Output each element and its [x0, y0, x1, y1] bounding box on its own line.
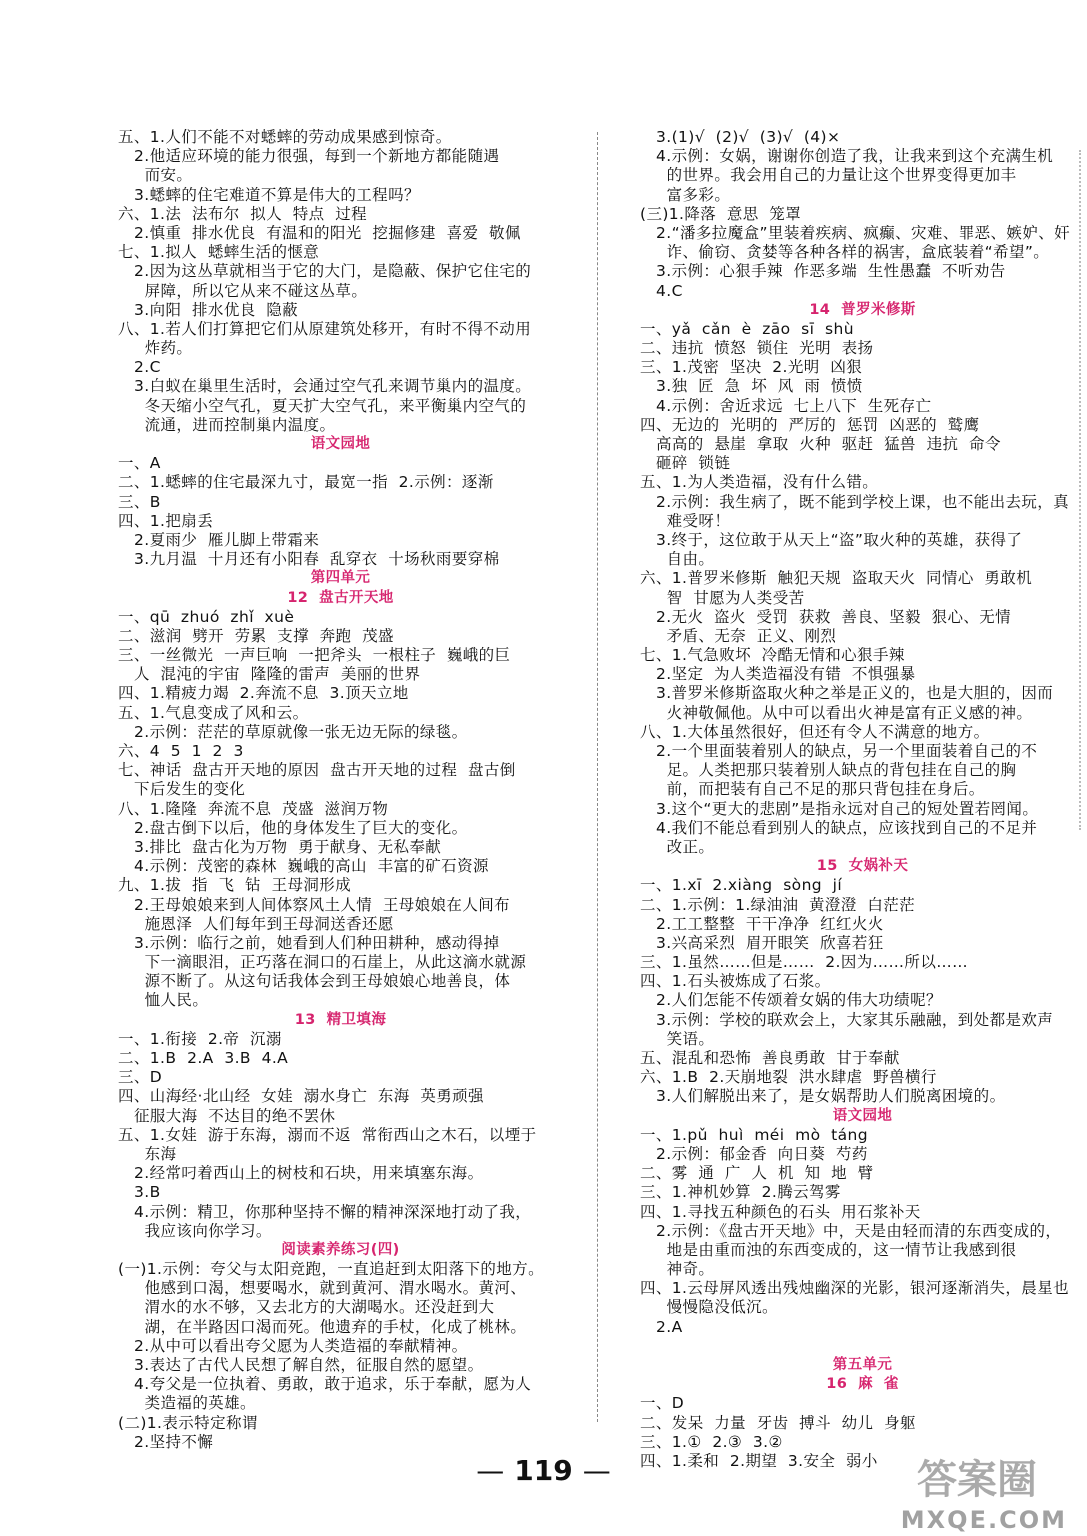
answer-line: 3.蟋蟀的住宅难道不算是伟大的工程吗？ [118, 185, 420, 204]
answer-line: (二)1.表示特定称谓 [118, 1413, 258, 1432]
answer-line: 4.夸父是一位执着、勇敢，敢于追求，乐于奉献，愿为人 [118, 1375, 532, 1394]
answer-line: 2.无火 盗火 受罚 获救 善良、坚毅 狠心、无情 [640, 607, 1012, 626]
answer-line: 三、1.神机妙算 2.腾云驾雾 [640, 1183, 841, 1202]
answer-line: 五、1.气息变成了风和云。 [118, 703, 309, 722]
answer-line: 一、1.pǔ huì méi mò táng [640, 1125, 868, 1144]
answer-line: 五、1.人们不能不对蟋蟀的劳动成果感到惊奇。 [118, 128, 452, 146]
answer-line: 二、1.示例：1.绿油油 黄澄澄 白茫茫 [640, 895, 916, 914]
answer-line: 火神敬佩他。从中可以看出火神是富有正义感的神。 [640, 703, 1033, 722]
answer-line: 一、1.衔接 2.帝 沉溺 [118, 1029, 282, 1048]
answer-line: 恤人民。 [118, 991, 209, 1010]
answer-line: 3.(1)√ (2)√ (3)√ (4)× [640, 128, 841, 146]
answer-line: 而安。 [118, 166, 193, 185]
answer-line: 四、无边的 光明的 严厉的 惩罚 凶恶的 鹫鹰 [640, 415, 980, 434]
answer-line: (三)1.降落 意思 笼罩 [640, 204, 802, 223]
answer-line: 五、混乱和恐怖 善良勇敢 甘于奉献 [640, 1049, 900, 1067]
column-divider [597, 132, 598, 1422]
section-heading: 15 女娲补天 [816, 858, 909, 875]
answer-line: 源不断了。从这句话我体会到王母娘娘心地善良，体 [118, 972, 511, 991]
answer-line: 六、1.B 2.天崩地裂 洪水肆虐 野兽横行 [640, 1068, 937, 1087]
answer-line: 三、1.① 2.③ 3.② [640, 1432, 783, 1451]
answer-line: 2.坚持不懈 [118, 1432, 214, 1451]
answer-line: 3.向阳 排水优良 隐蔽 [118, 300, 299, 319]
answer-line: 六、1.法 法布尔 拟人 特点 过程 [118, 204, 368, 223]
answer-line: 2.A [640, 1317, 683, 1336]
answer-line: 二、违抗 愤怒 锁住 光明 表扬 [640, 339, 874, 358]
watermark-site: MXQE.COM [900, 1506, 1067, 1534]
answer-line: 砸碎 锁链 [640, 454, 731, 473]
binding-edge-marks [1073, 150, 1081, 830]
answer-line: 3.九月温 十月还有小阳春 乱穿衣 十场秋雨要穿棉 [118, 550, 500, 569]
answer-line: 九、1.拔 指 飞 钻 王母洞形成 [118, 876, 352, 895]
answer-line: 4.C [640, 281, 683, 300]
answer-line: 二、1.蟋蟀的住宅最深九寸，最宽一指 2.示例：逐渐 [118, 473, 494, 492]
answer-line: 2.示例：郁金香 向日葵 芍药 [640, 1144, 868, 1163]
answer-line: 四、1.把扇丢 [118, 511, 214, 530]
page-number-dash-right: — [582, 1454, 611, 1487]
answer-line: 笑语。 [640, 1029, 715, 1048]
answer-line: 难受呀！ [640, 511, 731, 530]
answer-line: 高高的 悬崖 拿取 火种 驱赶 猛兽 违抗 命令 [640, 435, 1001, 453]
answer-line: 3.普罗米修斯盗取火种之举是正义的，也是大胆的，因而 [640, 684, 1054, 703]
section-heading: 12 盘古开天地 [287, 589, 394, 606]
answer-line: 2.因为这丛草就相当于它的大门，是隐蔽、保护它住宅的 [118, 262, 532, 281]
answer-line: 二、发呆 力量 牙齿 搏斗 幼儿 身躯 [640, 1413, 916, 1432]
answer-line: 4.示例：精卫，你那种坚持不懈的精神深深地打动了我， [118, 1202, 532, 1221]
answer-line: 七、神话 盘古开天地的原因 盘古开天地的过程 盘古倒 [118, 761, 516, 780]
answer-line: 下后发生的变化 [118, 780, 246, 799]
answer-line: 诈、偷窃、贪婪等各种各样的祸害，盒底装着“希望”。 [640, 243, 1050, 262]
answer-line: 3.兴高采烈 眉开眼笑 欣喜若狂 [640, 933, 884, 952]
answer-line: 2.示例：《盘古开天地》中，天是由轻而清的东西变成的， [640, 1221, 1062, 1240]
section-heading: 阅读素养练习(四) [281, 1241, 400, 1258]
answer-line: 3.白蚁在巢里生活时，会通过空气孔来调节巢内的温度。 [118, 377, 532, 396]
answer-line: 他感到口渴，想要喝水，就到黄河、渭水喝水。黄河、 [118, 1279, 527, 1298]
answer-line: 2.示例：茫茫的草原就像一张无边无际的绿毯。 [118, 722, 468, 741]
answer-line: 四、1.云母屏风透出残烛幽深的光影，银河逐渐消失，晨星也 [640, 1279, 1069, 1298]
answer-line: 三、B [118, 492, 161, 511]
answer-line: 一、yǎ cǎn è zāo sī shù [640, 319, 854, 338]
answer-line: 3.这个“更大的悲剧”是指永远对自己的短处置若罔闻。 [640, 799, 1039, 818]
answer-line: 三、1.虽然……但是…… 2.因为……所以…… [640, 953, 969, 972]
section-heading: 16 麻 雀 [826, 1376, 899, 1393]
answer-line: 八、1.隆隆 奔流不息 茂盛 滋润万物 [118, 799, 389, 818]
answer-line: 渭水的水不够，又去北方的大湖喝水。还没赶到大 [118, 1298, 495, 1317]
answer-line: 施恩泽 人们每年到王母洞送香还愿 [118, 914, 394, 933]
answer-line: 3.独 匠 急 坏 风 雨 愤愤 [640, 377, 863, 396]
answer-line: 八、1.大体虽然很好，但还有令人不满意的地方。 [640, 722, 990, 741]
answer-line: 二、1.B 2.A 3.B 4.A [118, 1049, 289, 1067]
answer-line: 2.从中可以看出夸父愿为人类造福的奉献精神。 [118, 1336, 468, 1355]
answer-line [640, 1337, 1085, 1356]
answer-line: 3.人们解脱出来了，是女娲帮助人们脱离困境的。 [640, 1087, 1006, 1106]
answer-line: 2.工工整整 干干净净 红红火火 [640, 914, 884, 933]
answer-line: 3.示例：学校的联欢会上，大家其乐融融，到处都是欢声 [640, 1010, 1054, 1029]
answer-line: 二、雾 通 广 人 机 知 地 臂 [640, 1164, 874, 1183]
section-heading: 第四单元 [310, 570, 371, 587]
answer-line: 五、1.为人类造福，没有什么错。 [640, 473, 879, 492]
answer-line: 四、1.柔和 2.期望 3.安全 弱小 [640, 1451, 878, 1470]
answer-line: 人 混沌的宇宙 隆隆的雷声 美丽的世界 [118, 665, 421, 684]
answer-line: 屏障，所以它从来不碰这丛草。 [118, 281, 368, 300]
answer-line: 慢慢隐没低沉。 [640, 1298, 778, 1317]
answer-line: 冬天缩小空气孔，夏天扩大空气孔，来平衡巢内空气的 [118, 396, 527, 415]
answer-line: 2.盘古倒下以后，他的身体发生了巨大的变化。 [118, 818, 468, 837]
answer-line: 六、1.普罗米修斯 触犯天规 盗取天火 同情心 勇敢机 [640, 569, 1033, 588]
answer-line: 足。人类把那只装着别人缺点的背包挂在自己的胸 [640, 761, 1017, 780]
answer-line: 3.示例：临行之前，她看到人们种田耕种，感动得掉 [118, 933, 500, 952]
answer-line: 3.表达了古代人民想了解自然，征服自然的愿望。 [118, 1356, 484, 1374]
answer-line: 地是由重而浊的东西变成的，这一情节让我感到很 [640, 1240, 1017, 1259]
answer-line: 智 甘愿为人类受苦 [640, 588, 805, 607]
answer-line: 六、4 5 1 2 3 [118, 742, 244, 760]
answer-line: 4.示例：舍近求远 七上八下 生死存亡 [640, 396, 932, 415]
answer-line: 七、1.拟人 蟋蟀生活的惬意 [118, 243, 320, 262]
answer-line: 湖，在半路因口渴而死。他遗弃的手杖，化成了桃林。 [118, 1317, 527, 1336]
answer-line: 东海 [118, 1144, 177, 1163]
answer-line: 流通，进而控制巢内温度。 [118, 415, 336, 434]
answer-line: 4.示例：茂密的森林 巍峨的高山 丰富的矿石资源 [118, 857, 489, 876]
answer-line: 2.“潘多拉魔盒”里装着疾病、疯癫、灾难、罪恶、嫉妒、奸 [640, 223, 1071, 242]
answer-line: 一、D [640, 1394, 685, 1413]
answer-line: 2.夏雨少 雁儿脚上带霜来 [118, 530, 320, 549]
answer-line: 三、1.茂密 坚决 2.光明 凶狠 [640, 358, 863, 377]
answer-line: 神奇。 [640, 1260, 715, 1279]
answer-line: 四、1.寻找五种颜色的石头 用石浆补天 [640, 1202, 921, 1221]
answer-line: 4.我们不能总看到别人的缺点，应该找到自己的不足并 [640, 818, 1038, 837]
answer-line: 七、1.气急败坏 冷酷无情和心狠手辣 [640, 646, 905, 665]
section-heading: 13 精卫填海 [294, 1011, 387, 1028]
answer-line: 改正。 [640, 837, 715, 856]
answer-line: 我应该向你学习。 [118, 1221, 272, 1240]
section-heading: 语文园地 [832, 1107, 893, 1124]
answer-line: 二、滋润 劈开 劳累 支撑 奔跑 茂盛 [118, 626, 394, 645]
answer-line: 3.示例：心狠手辣 作恶多端 生性愚蠢 不听劝告 [640, 262, 1006, 281]
answer-line: 一、qū zhuó zhǐ xuè [118, 607, 295, 626]
section-heading: 第五单元 [832, 1357, 893, 1373]
answer-line: 征服大海 不达目的绝不罢休 [118, 1106, 336, 1125]
answer-line: 2.坚定 为人类造福没有错 不惧强暴 [640, 665, 916, 684]
answer-line: 2.一个里面装着别人的缺点，另一个里面装着自己的不 [640, 742, 1038, 760]
page-number-dash-left: — [476, 1454, 505, 1487]
answer-line: 4.示例：女娲，谢谢你创造了我，让我来到这个充满生机 [640, 147, 1054, 166]
section-heading: 14 普罗米修斯 [809, 301, 916, 318]
answer-line: 类造福的英雄。 [118, 1394, 256, 1413]
answer-line: 的世界。我会用自己的力量让这个世界变得更加丰 [640, 166, 1017, 185]
answer-line: 自由。 [640, 550, 715, 569]
answer-line: 3.终于，这位敢于从天上“盗”取火种的英雄，获得了 [640, 530, 1023, 549]
answer-line: 前，而把装有自己不足的那只背包挂在身后。 [640, 780, 985, 799]
answer-line: 四、山海经·北山经 女娃 溺水身亡 东海 英勇顽强 [118, 1087, 484, 1106]
answer-line: 八、1.若人们打算把它们从原建筑处移开，有时不得不动用 [118, 319, 532, 338]
answer-line: 2.他适应环境的能力很强，每到一个新地方都能随遇 [118, 147, 500, 166]
right-answer-column [640, 128, 1085, 1471]
page-number-value: 119 [514, 1454, 573, 1487]
left-answer-column [118, 128, 563, 1452]
answer-line: 矛盾、无奈 正义、刚烈 [640, 626, 837, 645]
answer-line: 四、1.精疲力竭 2.奔流不息 3.顶天立地 [118, 684, 409, 703]
answer-line: 2.慎重 排水优良 有温和的阳光 挖掘修建 喜爱 敬佩 [118, 223, 521, 242]
answer-line: 3.排比 盘古化为万物 勇于献身、无私奉献 [118, 837, 442, 856]
section-heading: 语文园地 [310, 436, 371, 452]
answer-line: 富多彩。 [640, 185, 731, 204]
answer-line: 2.人们怎能不传颂着女娲的伟大功绩呢？ [640, 991, 942, 1010]
answer-line: 五、1.女娃 游于东海，溺而不返 常衔西山之木石，以堙于 [118, 1125, 537, 1144]
answer-line: 三、一丝微光 一声巨响 一把斧头 一根柱子 巍峨的巨 [118, 646, 511, 665]
answer-line: 2.示例：我生病了，既不能到学校上课，也不能出去玩，真 [640, 492, 1070, 511]
watermark-glyph: 答案圈 [917, 1457, 1037, 1503]
answer-line: 2.C [118, 358, 161, 377]
answer-line: 一、A [118, 454, 161, 473]
answer-line: 三、D [118, 1068, 163, 1087]
answer-line: 下一滴眼泪，正巧落在洞口的石崖上，从此这滴水就源 [118, 953, 527, 972]
answer-line: 炸药。 [118, 339, 193, 358]
answer-line: 2.王母娘娘来到人间体察风土人情 王母娘娘在人间布 [118, 895, 511, 914]
answer-line: 一、1.xī 2.xiàng sòng jí [640, 876, 843, 895]
answer-line: (一)1.示例：夸父与太阳竞跑，一直追赶到太阳落下的地方。 [118, 1260, 544, 1279]
answer-line: 四、1.石头被炼成了石浆。 [640, 972, 831, 991]
answer-line: 3.B [118, 1183, 161, 1202]
answer-line: 2.经常叼着西山上的树枝和石块，用来填塞东海。 [118, 1164, 484, 1183]
